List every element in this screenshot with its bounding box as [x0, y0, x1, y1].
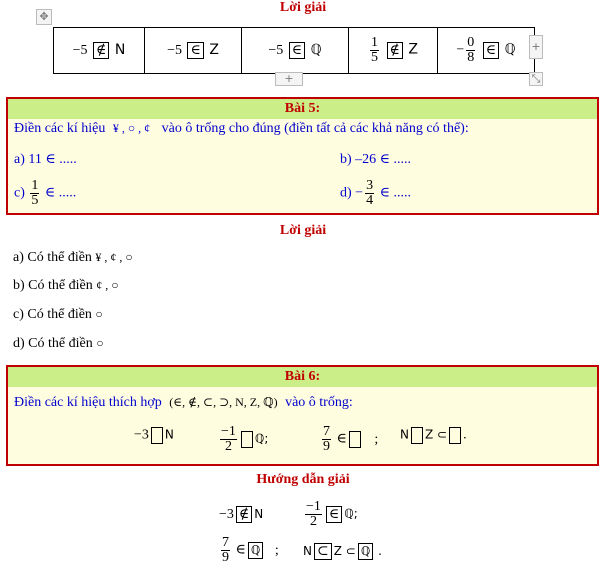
- solution-line-b: b) Có thể điền ¢ , ○: [13, 278, 119, 293]
- set-symbol: ℚ: [310, 42, 322, 58]
- symbol-box: ∈: [483, 42, 499, 59]
- move-icon[interactable]: ✥: [36, 9, 52, 25]
- set-symbol: N: [114, 42, 126, 58]
- fraction: $\frac{3}{4}$: [366, 178, 374, 208]
- set-symbol: Z: [408, 41, 418, 58]
- symbol-box: ∉: [236, 506, 252, 523]
- exercise-5-instruction: Điền các kí hiệu ¥ , ○ , ¢ vào ô trống cho đúng (điền tất cả các khả năng có thể):: [14, 121, 469, 136]
- empty-box: [241, 431, 253, 448]
- exercise-6-title: Bài 6:: [8, 367, 597, 387]
- set-symbol: ℚ: [504, 41, 516, 58]
- fraction: $\frac{1}{5}$: [371, 35, 379, 65]
- guide-expr-4: N ⊂ Z ⊂ ℚ .: [303, 544, 382, 559]
- exercise-6-expr-1: −3 N: [134, 427, 174, 443]
- guide-title: Hướng dẫn giải: [256, 472, 350, 487]
- exercise-6-expr-3: $\frac{7}{9}$ ∈ ;: [323, 424, 379, 454]
- empty-box: [151, 427, 163, 444]
- symbol-box: ∈: [326, 506, 342, 523]
- resize-icon[interactable]: ⤡: [529, 72, 543, 86]
- solution-line-d: d) Có thể điền ○: [13, 336, 104, 351]
- guide-expr-2: $\frac{-1}{2}$ ∈ ℚ;: [306, 499, 358, 529]
- table-cell: [54, 28, 145, 74]
- fraction: $\frac{0}{8}$: [467, 35, 475, 65]
- exercise-6-expr-4: N Z ⊂ .: [400, 427, 467, 443]
- symbol-box: ∉: [387, 42, 403, 59]
- exercise-5-panel: [6, 97, 599, 215]
- symbol-list: (∈, ∉, ⊂, ⊃, N, Z, ℚ): [169, 395, 278, 409]
- cell-value: −5: [268, 43, 284, 58]
- set-symbol: Z: [209, 42, 219, 58]
- table-cell: [438, 28, 535, 74]
- exercise-5-item-b: b) –26 ∈ .....: [340, 152, 412, 167]
- symbol-box: ∈: [187, 42, 203, 59]
- symbol-box: ℚ: [248, 542, 263, 559]
- exercise-5-item-d: d) − $\frac{3}{4}$ ∈ .....: [340, 178, 411, 208]
- exercise-5-item-c: c) $\frac{1}{5}$ ∈ .....: [14, 178, 77, 208]
- exercise-5-item-a: a) 11 ∈ .....: [14, 152, 77, 167]
- table-cell: [145, 28, 242, 74]
- empty-box: [449, 427, 461, 444]
- exercise-6-panel: [6, 365, 599, 466]
- solution-title-2: Lời giải: [279, 223, 327, 238]
- solution-title-1: Lời giải: [279, 0, 327, 15]
- symbol-box: ℚ: [358, 543, 373, 560]
- table-cell: [349, 28, 438, 74]
- solution-line-c: c) Có thể điền ○: [13, 307, 103, 322]
- empty-box: [349, 431, 361, 448]
- add-column-button[interactable]: +: [529, 35, 543, 59]
- symbol-list: ¥ , ○ , ¢: [112, 121, 151, 135]
- symbol-box: ⊂: [314, 543, 332, 560]
- minus-sign: −: [456, 42, 465, 58]
- exercise-5-title: Bài 5:: [8, 99, 597, 119]
- guide-expr-1: −3 ∉ N: [219, 507, 264, 522]
- empty-box: [411, 427, 423, 444]
- add-row-button[interactable]: +: [275, 72, 303, 86]
- solution-table: [53, 27, 535, 74]
- cell-value: −5: [72, 43, 88, 58]
- symbol-box: ∉: [93, 42, 109, 59]
- exercise-6-expr-2: $\frac{-1}{2}$ ℚ;: [221, 424, 269, 454]
- fraction: $\frac{1}{5}$: [31, 178, 39, 208]
- exercise-6-instruction: Điền các kí hiệu thích hợp (∈, ∉, ⊂, ⊃, N, Z, ℚ) vào ô trống:: [14, 395, 353, 410]
- solution-line-a: a) Có thể điền ¥ , ¢ , ○: [13, 250, 133, 265]
- table-cell: [242, 28, 349, 74]
- guide-expr-3: $\frac{7}{9}$ ∈ ℚ ;: [222, 535, 279, 565]
- fraction: $\frac{-1}{2}$: [221, 424, 236, 454]
- symbol-box: ∈: [289, 42, 305, 59]
- cell-value: −5: [167, 43, 182, 58]
- fraction: $\frac{-1}{2}$: [306, 499, 321, 529]
- fraction: $\frac{7}{9}$: [222, 535, 229, 565]
- fraction: $\frac{7}{9}$: [323, 424, 330, 454]
